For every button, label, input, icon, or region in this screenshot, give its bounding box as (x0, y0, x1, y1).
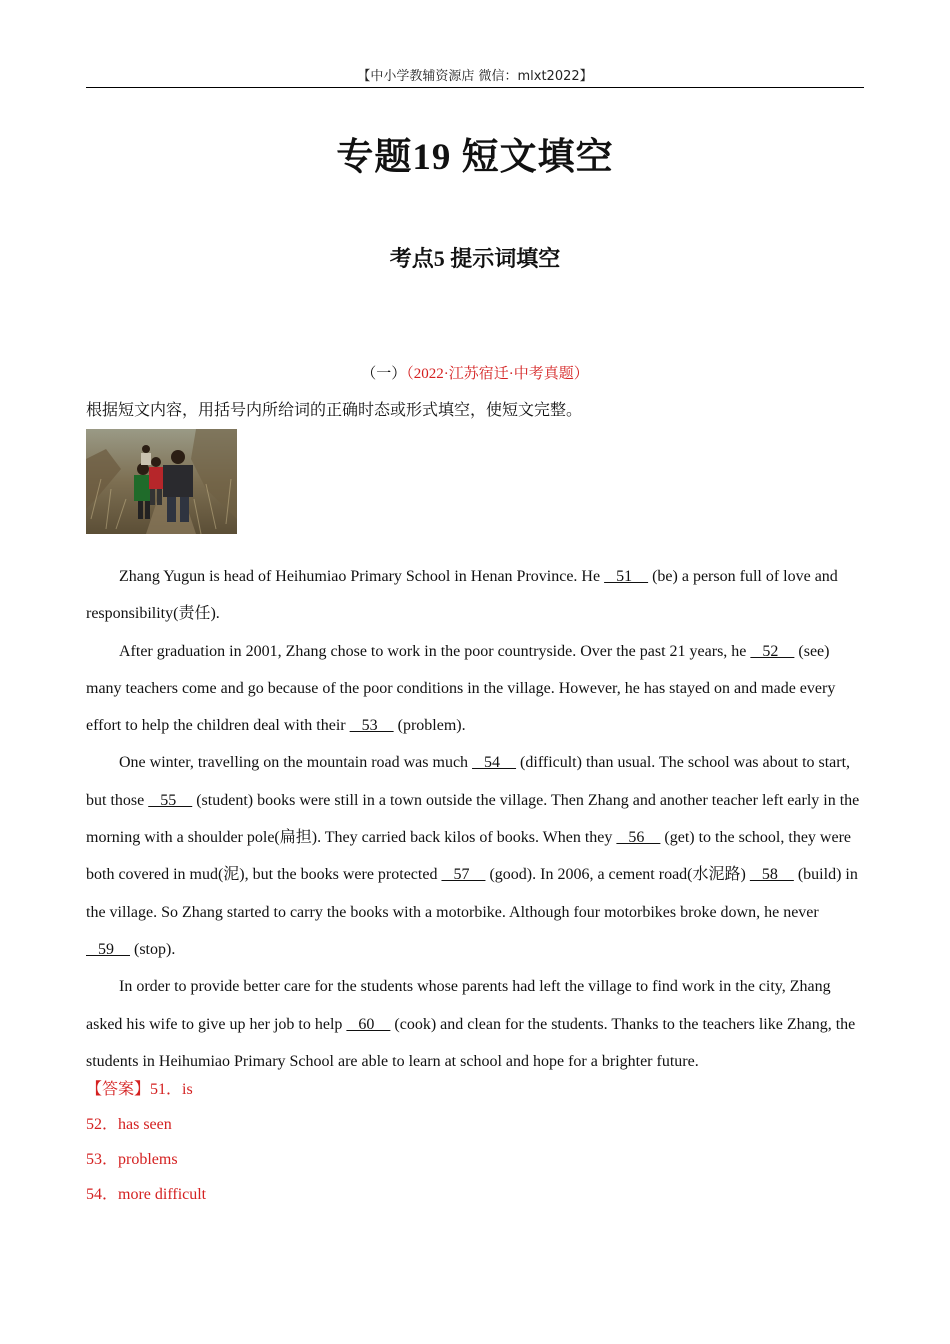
blank-58[interactable]: 58 (749, 866, 794, 884)
passage-text: (get) to the school, they were both covered in mud(泥), but the books were protected (86, 829, 852, 884)
blank-55[interactable]: 55 (148, 791, 193, 809)
passage (86, 558, 864, 1080)
answer-item: 【答案】51．is (86, 1081, 193, 1098)
answer-item: 54．more difficult (86, 1186, 207, 1203)
blank-51[interactable]: 51 (604, 568, 649, 585)
passage-text: In order to provide better care for the students whose parents had left the village to find work in the city, Zhang asked his wife to give up her job to help (86, 978, 831, 1033)
page-title: 专题19 短文填空 (336, 137, 614, 178)
passage-paragraph-1 (86, 558, 864, 633)
passage-text: (difficult) than usual. The school was about to start, but those (86, 754, 851, 809)
passage-photo (86, 429, 237, 534)
section-number: （一） (361, 366, 407, 382)
passage-paragraph-2 (86, 633, 864, 745)
passage-text: One winter, travelling on the mountain road was much (119, 754, 473, 772)
passage-paragraph-4 (86, 968, 864, 1080)
passage-text: (good). In 2006, a cement road(水泥路) (485, 866, 750, 884)
section-source: （2022·江苏宿迁·中考真题） (406, 366, 589, 382)
blank-53[interactable]: 53 (349, 717, 394, 735)
photo-illustration (86, 429, 237, 534)
blank-56[interactable]: 56 (616, 829, 661, 847)
passage-text: (problem). (393, 717, 466, 735)
passage-text: Zhang Yugun is head of Heihumiao Primary School in Henan Province. He (119, 568, 605, 585)
section-heading (0, 362, 950, 383)
blank-52[interactable]: 52 (750, 642, 795, 660)
blank-57[interactable]: 57 (441, 866, 486, 884)
blank-60[interactable]: 60 (346, 1015, 391, 1033)
passage-text: (cook) and clean for the students. Thanks to the teachers like Zhang, the students in Heihumiao Primary School are able to learn at school and hope for a brighter future. (86, 1015, 856, 1070)
passage-text: (student) books were still in a town outside the village. Then Zhang and another teacher left early in the morning with a shoulder pole(扁担). They carried back kilos of books. When they (86, 791, 860, 847)
passage-text: After graduation in 2001, Zhang chose to work in the poor countryside. Over the past 21 years, he (119, 642, 751, 660)
answer-list (86, 1072, 206, 1212)
answer-item: 52．has seen (86, 1116, 172, 1133)
blank-54[interactable]: 54 (472, 754, 517, 772)
passage-text: (stop). (130, 940, 176, 958)
answer-item: 53．problems (86, 1151, 178, 1168)
instruction-text: 根据短文内容，用括号内所给词的正确时态或形式填空，使短文完整。 (86, 402, 583, 419)
passage-text: (build) in the village. So Zhang started to carry the books with a motorbike. Although four motorbikes broke down, he never (86, 866, 858, 921)
passage-paragraph-3 (86, 744, 864, 968)
passage-text: (be) a person full of love and responsibility(责任). (86, 568, 838, 623)
page-header: 【中小学教辅资源店 微信：mlxt2022】 (86, 66, 864, 88)
page-subtitle: 考点5 提示词填空 (389, 246, 561, 271)
passage-text: (see) many teachers come and go because of the poor conditions in the village. However, he has stayed on and made every effort to help the children deal with their (86, 642, 836, 735)
blank-59[interactable]: 59 (86, 940, 130, 958)
